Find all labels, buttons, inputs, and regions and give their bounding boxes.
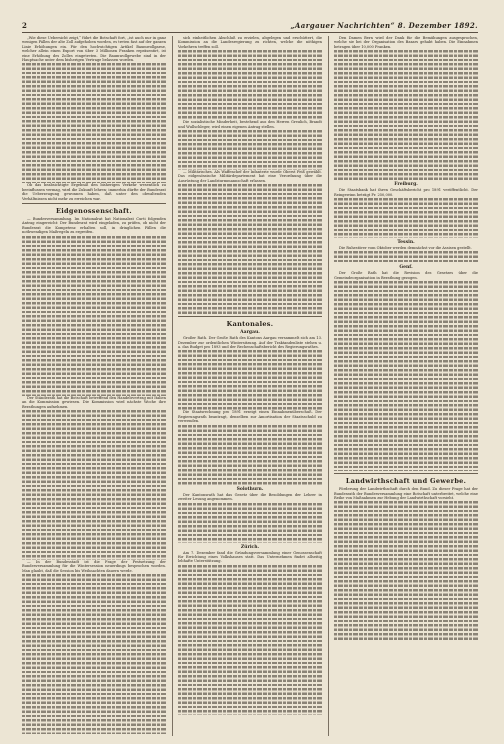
text-block	[334, 281, 478, 471]
article-paragraph: Der Ständerath hat die Botschaft betreffend den Handelsvertrag mit Italien an die Kommission gewiesen. Die Kommission wird nächste Woche ihre Berathungen aufnehmen.	[22, 395, 166, 409]
divider	[178, 316, 322, 317]
article-paragraph: Den Damen Bern wird der Dank für die Bemühungen ausgesprochen, welche sie bei der Organisation des Bazars gehabt haben. Die Einnahmen betragen über 10,000 Franken.	[334, 36, 478, 49]
article-paragraph: Ob das beabsichtigte Ergebniß den bisherigen Verkehr wesentlich zu beeinflussen vermag, wird die Zukunft lehren; immerhin dürfte der Bundesrat die Ueberzeugung gewonnen haben, daß unter den obwaltenden Verhältnissen nicht mehr zu erreichen war.	[22, 183, 166, 201]
article-paragraph: — In der Bundesstadt ist die Frage der Festsetzung der Bundesversammlung für die Wintersession neuerdings besprochen worden. Man glaubt, daß die Session bis Weihnachten dauern werde.	[22, 559, 166, 573]
article-paragraph: Der Große Rath hat die Revision des Gesetzes über die Gemeindeorganisation in Berathung gezogen.	[334, 271, 478, 280]
subsection-heading: Aargau.	[240, 330, 260, 336]
text-block	[22, 63, 166, 183]
text-block	[178, 50, 322, 120]
article-paragraph: — Militärisches. Als Waffenchef der Infanterie wurde Oberst Feiß gewählt. Das eidgenössische Militärdepartement hat eine Verordnung über die Ausrüstung der Landsturmmannschaft erlassen.	[178, 170, 322, 183]
text-block	[334, 198, 478, 238]
text-block	[178, 503, 322, 543]
text-block	[22, 574, 166, 734]
article-paragraph: Die Staatsbank hat ihren Geschäftsbericht pro 1891 veröffentlicht. Der Reingewinn beträgt Fr. 250,000.	[334, 188, 478, 197]
page-number: 2	[22, 21, 27, 30]
text-block	[22, 236, 166, 396]
text-block	[334, 50, 478, 180]
column-3	[328, 36, 478, 736]
article-paragraph: Die Ruhestörer vom Oktober werden demnächst vor die Assisen gestellt.	[339, 246, 472, 251]
section-heading: Landwirthschaft und Gewerbe.	[345, 477, 467, 486]
column-2	[172, 36, 322, 736]
article-paragraph: Die Staatsrechnung pro 1891 erzeigt einen Einnahmenüberschuß. Der Regierungsrath beantragt, denselben zur Amortisation der Staatsschuld zu verwenden.	[178, 410, 322, 424]
subsection-heading: Zürich.	[240, 544, 260, 550]
section-heading: Eidgenossenschaft.	[56, 207, 132, 216]
column-1	[22, 36, 166, 736]
subsection-heading: Freiburg.	[394, 182, 418, 188]
newspaper-title: „Aargauer Nachrichten“ 8. Dezember 1892.	[290, 21, 478, 30]
divider	[22, 203, 166, 204]
article-paragraph: Förderung der Landwirthschaft durch den Bund. Zu dieser Frage hat der Bundesrath der Bundesversammlung eine Botschaft unterbreitet, welche eine Reihe von Maßnahmen zur Hebung der Landwirthschaft vorsieht.	[334, 487, 478, 501]
text-block	[334, 501, 478, 641]
text-block	[178, 425, 322, 485]
subsection-heading: Solothurn.	[236, 486, 264, 492]
text-block	[178, 184, 322, 314]
subsection-heading: Genf.	[399, 265, 413, 271]
article-paragraph: Die sozialistische Minderheit, bestehend aus den Herren Greulich, Brandt und Wullschleger, wird einen eigenen Antrag stellen.	[178, 120, 322, 129]
article-columns	[22, 36, 478, 736]
subsection-heading: Tessin.	[397, 240, 415, 246]
section-heading: Kantonales.	[226, 320, 274, 329]
article-paragraph: Am 7. Dezember fand die Gründungsversammlung einer Genossenschaft für Errichtung eines Volkshauses statt. Das Unternehmen findet allseitig lebhafte Unterstützung.	[178, 550, 322, 564]
page-header	[22, 22, 478, 33]
text-block	[334, 251, 478, 263]
article-paragraph: Großer Rath. Der Große Rath des Kantons Aargau versammelt sich am 13. Dezember zur ordentlichen Wintersitzung. Auf der Traktandenliste stehen u. a. das Budget pro 1893 und der Rechenschaftsbericht des Regierungsrathes.	[178, 336, 322, 350]
text-block	[178, 130, 322, 170]
article-paragraph: sich einheitlichen Abschluß zu erzielen, abgelegen und erschüttert, die Kommission an die Landesregierung zu richten, welche die nöthigen Vorkehren treffen soll.	[178, 36, 322, 49]
text-block	[178, 350, 322, 410]
text-block	[178, 565, 322, 715]
text-block	[22, 410, 166, 560]
article-paragraph: Der Kantonsrath hat das Gesetz über die Besoldungen der Lehrer in zweiter Lesung angenommen.	[178, 492, 322, 502]
divider	[334, 473, 478, 474]
article-paragraph: — Bundesversammlung. Im Nationalrat hat Nationalrat Curti folgenden Antrag eingereicht: Der Bundesrat wird eingeladen, zu prüfen, ob nicht der Bundesrat die Kompetenz erhalten soll, in dringlichen Fällen die nothwendigen Maßregeln zu ergreifen.	[22, 217, 166, 235]
article-paragraph: „Wie diese Uebersicht zeigt,“ führt die Botschaft fort, „ist auch nur in ganz wenigen Fällen der alte Zoll aufgehoben worden, es treten fast auf der ganzen Linie Erhöhungen ein. Für den hochwichtigen Artikel Baumwollgarne, welcher allein einen Export von über 3 Millionen Franken repräsentirt, ist eine Erhöhung des Zolles eingetreten. Die Baumwollgewebe sind in der Hauptsache unter dem bisherigen Vertrage belassen worden.	[22, 36, 166, 63]
